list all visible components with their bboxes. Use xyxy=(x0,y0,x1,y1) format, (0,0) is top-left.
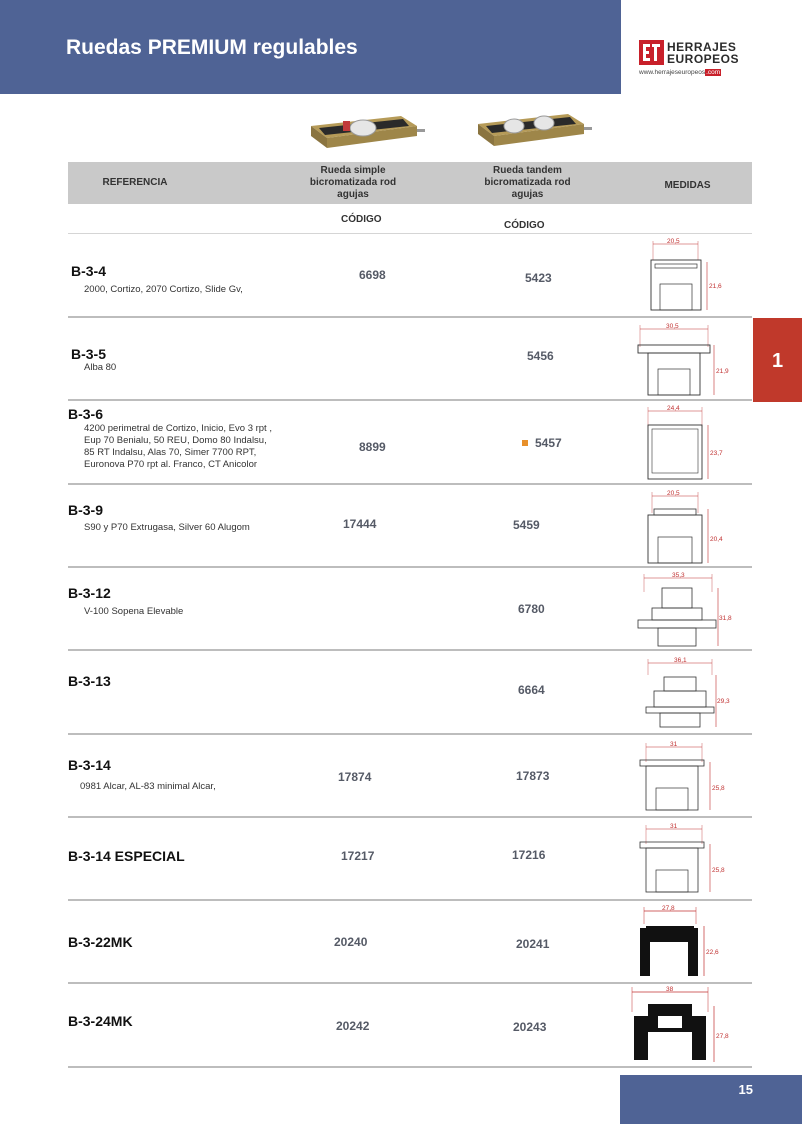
code-rueda-tandem: 17873 xyxy=(516,769,550,783)
dimension-width: 30,5 xyxy=(666,323,679,330)
row-description: 2000, Cortizo, 2070 Cortizo, Slide Gv, xyxy=(84,284,243,295)
profile-drawing xyxy=(634,738,724,814)
dimension-height: 25,8 xyxy=(712,785,725,792)
code-rueda-tandem: 20241 xyxy=(516,937,550,951)
code-rueda-simple: 20242 xyxy=(336,1019,370,1033)
code-rueda-tandem: 5459 xyxy=(513,518,540,532)
profile-drawing xyxy=(634,820,724,896)
dimension-height: 25,8 xyxy=(712,867,725,874)
row-reference: B-3-6 xyxy=(68,406,104,422)
code-rueda-tandem: 6664 xyxy=(518,683,545,697)
row-reference: B-3-9 xyxy=(68,502,104,518)
profile-drawing xyxy=(634,321,729,397)
dimension-width: 24,4 xyxy=(667,405,680,412)
row-description: 85 RT Indalsu, Alas 70, Simer 7700 RPT, xyxy=(84,447,257,458)
dimension-height: 21,9 xyxy=(716,368,729,375)
footer-bar xyxy=(620,1075,802,1124)
profile-drawing xyxy=(630,982,729,1066)
column-header-rueda-simple: Rueda simple bicromatizada rod agujas xyxy=(309,165,397,200)
row-reference: B-3-14 xyxy=(68,757,111,773)
row-description: S90 y P70 Extrugasa, Silver 60 Alugom xyxy=(84,522,250,533)
row-description: 0981 Alcar, AL-83 minimal Alcar, xyxy=(80,781,216,792)
profile-drawing xyxy=(636,238,722,314)
row-reference: B-3-14 ESPECIAL xyxy=(68,848,185,864)
dimension-width: 27,8 xyxy=(662,905,675,912)
logo-url-tld: .com xyxy=(706,69,721,76)
code-rueda-tandem: 5423 xyxy=(525,271,552,285)
dimension-height: 27,8 xyxy=(716,1033,729,1040)
code-rueda-tandem: 6780 xyxy=(518,602,545,616)
dimension-width: 20,5 xyxy=(667,238,680,245)
code-rueda-tandem: 5457 xyxy=(535,436,562,450)
page-number: 15 xyxy=(738,1082,753,1097)
page-title: Ruedas PREMIUM regulables xyxy=(66,36,358,59)
column-header-medidas: MEDIDAS xyxy=(664,180,711,191)
row-reference: B-3-4 xyxy=(71,263,107,279)
table-divider xyxy=(68,233,752,234)
marker-square-icon xyxy=(522,440,528,446)
dimension-width: 35,3 xyxy=(672,572,685,579)
row-reference: B-3-22MK xyxy=(68,934,133,950)
brand-logo-icon xyxy=(639,40,664,65)
dimension-width: 31 xyxy=(670,823,678,830)
profile-drawing xyxy=(640,653,730,731)
row-divider xyxy=(68,733,752,735)
profile-drawing xyxy=(636,403,723,481)
section-tab xyxy=(753,318,802,402)
profile-drawing xyxy=(632,902,724,980)
code-rueda-simple: 6698 xyxy=(359,268,386,282)
row-divider xyxy=(68,483,752,485)
code-rueda-simple: 8899 xyxy=(359,440,386,454)
row-divider xyxy=(68,816,752,818)
code-rueda-simple: 20240 xyxy=(334,935,368,949)
codigo-label-simple: CÓDIGO xyxy=(341,214,382,225)
row-divider xyxy=(68,399,752,401)
codigo-label-tandem: CÓDIGO xyxy=(504,220,545,231)
dimension-height: 23,7 xyxy=(710,450,723,457)
row-description: Alba 80 xyxy=(84,362,117,373)
dimension-width: 31 xyxy=(670,741,678,748)
row-description: Euronova P70 rpt al. Franco, CT Anicolor xyxy=(84,459,258,470)
code-rueda-simple: 17444 xyxy=(343,517,377,531)
code-rueda-tandem: 20243 xyxy=(513,1020,547,1034)
row-divider xyxy=(68,1066,752,1068)
code-rueda-tandem: 17216 xyxy=(512,848,546,862)
brand-logo xyxy=(639,40,754,80)
dimension-width: 38 xyxy=(666,986,674,993)
dimension-height: 31,8 xyxy=(719,615,732,622)
section-tab-number: 1 xyxy=(771,350,784,372)
profile-drawing xyxy=(634,570,732,648)
code-rueda-simple: 17874 xyxy=(338,770,372,784)
row-reference: B-3-12 xyxy=(68,585,111,601)
row-description: Eup 70 Benialu, 50 REU, Domo 80 Indalsu, xyxy=(84,435,267,446)
column-header-rueda-tandem: Rueda tandem bicromatizada rod agujas xyxy=(484,165,571,200)
single-wheel-product-image xyxy=(305,104,425,154)
logo-url xyxy=(639,69,721,76)
code-rueda-simple: 17217 xyxy=(341,849,375,863)
dimension-width: 36,1 xyxy=(674,657,687,664)
logo-text-line1: HERRAJES xyxy=(667,40,737,54)
row-divider xyxy=(68,649,752,651)
row-divider xyxy=(68,566,752,568)
dimension-height: 22,6 xyxy=(706,949,719,956)
logo-text-line2: EUROPEOS xyxy=(667,52,740,66)
row-reference: B-3-5 xyxy=(71,346,107,362)
row-reference: B-3-13 xyxy=(68,673,111,689)
dimension-height: 21,6 xyxy=(709,283,722,290)
row-divider xyxy=(68,316,752,318)
row-reference: B-3-24MK xyxy=(68,1013,133,1029)
row-divider xyxy=(68,899,752,901)
dimension-height: 20,4 xyxy=(710,536,723,543)
tandem-wheel-product-image xyxy=(472,104,592,154)
code-rueda-tandem: 5456 xyxy=(527,349,554,363)
row-description: 4200 perimetral de Cortizo, Inicio, Evo 3 rpt , xyxy=(84,423,272,434)
profile-drawing xyxy=(636,487,723,565)
column-header-referencia: REFERENCIA xyxy=(102,177,168,188)
logo-url-domain: www.herrajeseuropeos xyxy=(639,69,706,76)
dimension-width: 20,5 xyxy=(667,490,680,497)
code-rueda-tandem-marked xyxy=(522,436,562,450)
row-description: V-100 Sopena Elevable xyxy=(84,606,184,617)
dimension-height: 29,3 xyxy=(717,698,730,705)
